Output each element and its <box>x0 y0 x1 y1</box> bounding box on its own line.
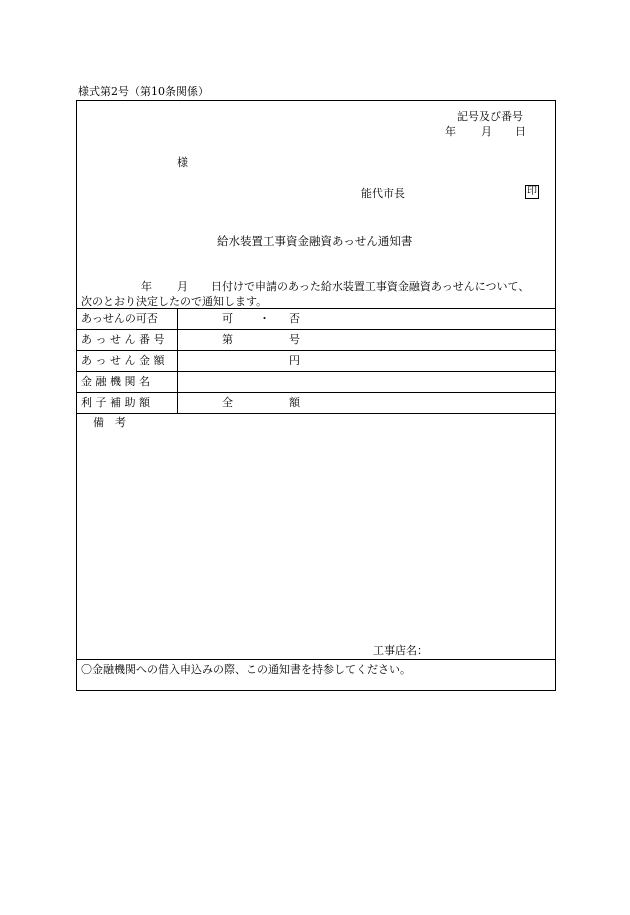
record-number-label: 記号及び番号 <box>457 110 523 123</box>
row-label-number: あ っ せ ん 番 号 <box>81 333 165 346</box>
issuer-name: 能代市長 <box>361 187 405 200</box>
date-year: 年 <box>445 125 456 138</box>
contractor-label: 工事店名： <box>373 644 428 657</box>
approval-yes: 可 <box>222 312 233 325</box>
body-line-1: 日付けで申請のあった給水装置工事資金融資あっせんについて、 <box>211 280 530 293</box>
remarks-label: 備 考 <box>93 416 126 429</box>
number-suffix: 号 <box>289 333 300 346</box>
body-line-2: 次のとおり決定したので通知します。 <box>81 295 268 308</box>
body-year: 年 <box>141 280 152 293</box>
subsidy-amount: 額 <box>289 396 300 409</box>
row-label-approval: あっせんの可否 <box>81 312 158 325</box>
approval-separator: ・ <box>259 312 270 325</box>
row-label-amount: あ っ せ ん 金 額 <box>81 354 165 367</box>
date-day: 日 <box>515 125 526 138</box>
document-title: 給水装置工事資金融資あっせん通知書 <box>217 234 413 248</box>
footer-note: 〇金融機関への借入申込みの際、この通知書を持参してください。 <box>81 663 411 676</box>
seal-mark: 印 <box>527 186 537 197</box>
amount-unit: 円 <box>289 354 300 367</box>
addressee-suffix: 様 <box>177 156 188 169</box>
row-label-bank: 金 融 機 関 名 <box>81 375 150 388</box>
row-label-subsidy: 利 子 補 助 額 <box>81 396 150 409</box>
body-month: 月 <box>177 280 188 293</box>
notice-form-frame <box>76 100 556 691</box>
subsidy-all: 全 <box>222 396 233 409</box>
number-prefix: 第 <box>222 333 233 346</box>
approval-no: 否 <box>289 312 300 325</box>
date-month: 月 <box>481 125 492 138</box>
form-number: 様式第2号（第10条関係） <box>78 85 209 98</box>
